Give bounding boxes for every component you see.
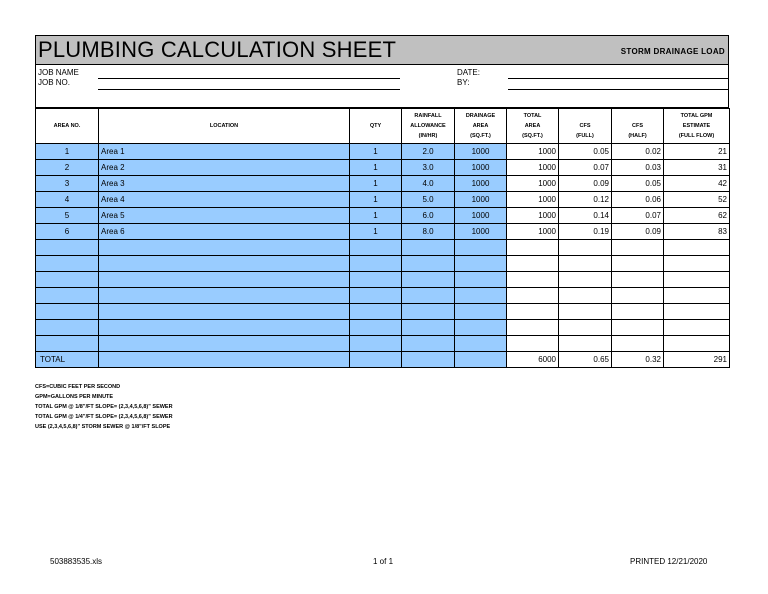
job-name-label: JOB NAME: [38, 68, 79, 77]
table-cell[interactable]: [350, 336, 402, 352]
table-row: [36, 144, 730, 160]
table-cell: [559, 240, 612, 256]
table-cell[interactable]: [36, 272, 99, 288]
table-cell: [559, 272, 612, 288]
column-header: [402, 109, 455, 144]
table-cell: [507, 320, 559, 336]
column-header-line: (SQ.FT.): [470, 133, 491, 139]
table-cell: 0.12: [559, 192, 612, 208]
table-cell: [612, 304, 664, 320]
notes: [35, 382, 173, 432]
column-header-line: [614, 111, 661, 121]
job-no-field[interactable]: [98, 89, 400, 90]
table-cell[interactable]: Area 1: [99, 144, 350, 160]
table-cell[interactable]: 4.0: [402, 176, 455, 192]
table-cell[interactable]: [36, 304, 99, 320]
table-cell[interactable]: [402, 288, 455, 304]
job-no-label: JOB NO.: [38, 78, 71, 87]
sheet-title: PLUMBING CALCULATION SHEET: [38, 37, 397, 62]
footer-filename: 503883535.xls: [50, 557, 103, 566]
table-cell[interactable]: 2: [36, 160, 99, 176]
job-info: [35, 65, 729, 108]
column-header-line: RAINFALL: [414, 113, 442, 119]
note-line: TOTAL GPM @ 1/8"/FT SLOPE= (2,3,4,5,6,8)" SEWER: [35, 404, 173, 410]
table-cell[interactable]: [36, 256, 99, 272]
table-cell: [612, 320, 664, 336]
table-cell[interactable]: [36, 320, 99, 336]
table-cell[interactable]: [99, 320, 350, 336]
table-cell: [559, 304, 612, 320]
table-cell: 0.14: [559, 208, 612, 224]
table-cell: [612, 336, 664, 352]
column-header: [507, 109, 559, 144]
date-label: DATE:: [457, 68, 480, 77]
column-header-line: CFS: [579, 123, 591, 129]
table-row: [36, 272, 730, 288]
column-header-line: (IN/HR): [418, 133, 438, 139]
table-cell[interactable]: 6.0: [402, 208, 455, 224]
column-header-line: (SQ.FT.): [522, 133, 543, 139]
table-cell[interactable]: [99, 256, 350, 272]
table-cell: 0.19: [559, 224, 612, 240]
table-row: [36, 208, 730, 224]
column-header-line: [561, 111, 609, 121]
note-line: CFS=CUBIC FEET PER SECOND: [35, 384, 121, 390]
calculation-sheet: [35, 35, 729, 368]
column-header: [36, 109, 99, 144]
table-cell[interactable]: Area 6: [99, 224, 350, 240]
column-header-line: ALLOWANCE: [410, 123, 446, 129]
table-cell[interactable]: 1000: [455, 224, 507, 240]
table-cell: 0.07: [559, 160, 612, 176]
total-cell: [402, 352, 455, 368]
table-cell: 0.09: [559, 176, 612, 192]
table-cell: [507, 288, 559, 304]
total-cell: 0.32: [612, 352, 664, 368]
table-cell[interactable]: 1000: [455, 192, 507, 208]
by-field[interactable]: [508, 89, 729, 90]
table-row: [36, 320, 730, 336]
table-cell: 31: [664, 160, 730, 176]
table-cell[interactable]: [455, 256, 507, 272]
total-cell: [455, 352, 507, 368]
table-cell[interactable]: 1: [350, 208, 402, 224]
table-cell[interactable]: [402, 336, 455, 352]
table-cell[interactable]: [455, 304, 507, 320]
table-cell[interactable]: [36, 240, 99, 256]
column-header-line: AREA NO.: [53, 123, 81, 129]
column-header-line: (HALF): [628, 133, 647, 139]
table-row: [36, 176, 730, 192]
total-row: [36, 352, 730, 368]
table-cell: 83: [664, 224, 730, 240]
table-cell: [559, 320, 612, 336]
table-cell[interactable]: 1000: [455, 144, 507, 160]
total-cell: [99, 352, 350, 368]
table-cell[interactable]: [350, 288, 402, 304]
footer-page: 1 of 1: [373, 557, 394, 566]
table-cell: [664, 288, 730, 304]
column-header: [350, 109, 402, 144]
table-cell[interactable]: [350, 272, 402, 288]
table-row: [36, 192, 730, 208]
table-cell[interactable]: 3: [36, 176, 99, 192]
table-cell[interactable]: 6: [36, 224, 99, 240]
table-cell: 0.06: [612, 192, 664, 208]
table-cell[interactable]: 1000: [455, 160, 507, 176]
table-cell[interactable]: [455, 336, 507, 352]
table-cell[interactable]: 5: [36, 208, 99, 224]
table-cell: 0.05: [612, 176, 664, 192]
table-cell: 0.07: [612, 208, 664, 224]
by-label: BY:: [457, 78, 470, 87]
table-cell: [507, 240, 559, 256]
table-cell[interactable]: [99, 304, 350, 320]
column-header-line: AREA: [472, 123, 489, 129]
table-cell[interactable]: [350, 256, 402, 272]
table-cell[interactable]: [402, 256, 455, 272]
header-row: [36, 109, 730, 144]
column-header-line: (FULL FLOW): [678, 133, 715, 139]
table-cell: [612, 272, 664, 288]
column-header-line: AREA: [524, 123, 541, 129]
job-name-field[interactable]: [98, 78, 400, 79]
table-cell[interactable]: 1: [350, 192, 402, 208]
table-cell[interactable]: [99, 288, 350, 304]
total-cell: [350, 352, 402, 368]
table-row: [36, 240, 730, 256]
table-row: [36, 304, 730, 320]
table-cell: [507, 256, 559, 272]
column-header-line: DRAINAGE: [465, 113, 496, 119]
table-cell: [664, 304, 730, 320]
table-cell[interactable]: 1: [350, 224, 402, 240]
table-cell[interactable]: [350, 320, 402, 336]
table-cell: [559, 336, 612, 352]
table-cell[interactable]: [350, 240, 402, 256]
table-cell[interactable]: [455, 288, 507, 304]
total-cell: 6000: [507, 352, 559, 368]
table-cell[interactable]: Area 5: [99, 208, 350, 224]
table-cell[interactable]: 5.0: [402, 192, 455, 208]
table-cell: 1000: [507, 208, 559, 224]
total-cell: 291: [664, 352, 730, 368]
table-cell[interactable]: 1: [350, 160, 402, 176]
date-field[interactable]: [508, 78, 729, 79]
table-cell: [507, 272, 559, 288]
total-cell: 0.65: [559, 352, 612, 368]
table-cell[interactable]: 4: [36, 192, 99, 208]
table-cell: [612, 240, 664, 256]
table-cell: [612, 256, 664, 272]
table-cell: [507, 304, 559, 320]
table-cell[interactable]: [402, 272, 455, 288]
table-cell[interactable]: 1000: [455, 208, 507, 224]
table-row: [36, 224, 730, 240]
table-cell: [507, 336, 559, 352]
column-header-line: ESTIMATE: [682, 123, 711, 129]
column-header: [559, 109, 612, 144]
table-cell: 1000: [507, 224, 559, 240]
table-cell: [664, 256, 730, 272]
table-cell[interactable]: [402, 240, 455, 256]
table-cell[interactable]: [455, 320, 507, 336]
table-cell: 21: [664, 144, 730, 160]
table-cell: [612, 288, 664, 304]
column-header-line: QTY: [369, 123, 382, 129]
table-cell[interactable]: [455, 272, 507, 288]
table-cell: [664, 272, 730, 288]
table-cell: 0.05: [559, 144, 612, 160]
sheet-subtitle: STORM DRAINAGE LOAD: [620, 47, 725, 56]
table-cell[interactable]: [99, 240, 350, 256]
table-cell[interactable]: Area 3: [99, 176, 350, 192]
table-cell[interactable]: 3.0: [402, 160, 455, 176]
table-cell: 52: [664, 192, 730, 208]
table-cell[interactable]: 8.0: [402, 224, 455, 240]
table-row: [36, 288, 730, 304]
table-cell[interactable]: [350, 304, 402, 320]
table-cell: 0.03: [612, 160, 664, 176]
table-cell[interactable]: [99, 336, 350, 352]
table-cell: 42: [664, 176, 730, 192]
table-cell: 1000: [507, 192, 559, 208]
table-cell[interactable]: 1000: [455, 176, 507, 192]
table-cell: [664, 336, 730, 352]
column-header-line: TOTAL GPM: [680, 113, 713, 119]
calculation-table: [35, 108, 730, 368]
table-cell: 62: [664, 208, 730, 224]
table-cell: 0.09: [612, 224, 664, 240]
note-line: GPM=GALLONS PER MINUTE: [35, 394, 114, 400]
table-cell[interactable]: [455, 240, 507, 256]
table-cell[interactable]: 1: [350, 176, 402, 192]
total-label: TOTAL: [36, 352, 99, 368]
column-header-line: (FULL): [576, 133, 594, 139]
table-cell[interactable]: Area 4: [99, 192, 350, 208]
column-header: [99, 109, 350, 144]
table-cell: 0.02: [612, 144, 664, 160]
table-cell: [664, 240, 730, 256]
table-cell: 1000: [507, 176, 559, 192]
footer-printed: PRINTED 12/21/2020: [630, 557, 708, 566]
note-line: USE (2,3,4,5,6,8)" STORM SEWER @ 1/8"/FT SLOPE: [35, 424, 171, 430]
table-cell[interactable]: 1: [36, 144, 99, 160]
table-cell: 1000: [507, 144, 559, 160]
table-cell[interactable]: [36, 336, 99, 352]
table-row: [36, 336, 730, 352]
table-cell[interactable]: [36, 288, 99, 304]
table-cell: [664, 320, 730, 336]
table-row: [36, 256, 730, 272]
table-cell[interactable]: [402, 320, 455, 336]
column-header: [664, 109, 730, 144]
column-header-line: TOTAL: [523, 113, 542, 119]
column-header-line: LOCATION: [209, 123, 239, 129]
table-cell: 1000: [507, 160, 559, 176]
column-header-line: CFS: [632, 123, 643, 129]
table-cell[interactable]: Area 2: [99, 160, 350, 176]
column-header: [612, 109, 664, 144]
title-bar: [35, 35, 729, 65]
table-cell[interactable]: [402, 304, 455, 320]
table-cell[interactable]: 1: [350, 144, 402, 160]
table-cell[interactable]: [99, 272, 350, 288]
column-header: [455, 109, 507, 144]
table-cell: [559, 256, 612, 272]
table-row: [36, 160, 730, 176]
note-line: TOTAL GPM @ 1/4"/FT SLOPE= (2,3,4,5,6,8)" SEWER: [35, 414, 173, 420]
table-cell: [559, 288, 612, 304]
table-cell[interactable]: 2.0: [402, 144, 455, 160]
